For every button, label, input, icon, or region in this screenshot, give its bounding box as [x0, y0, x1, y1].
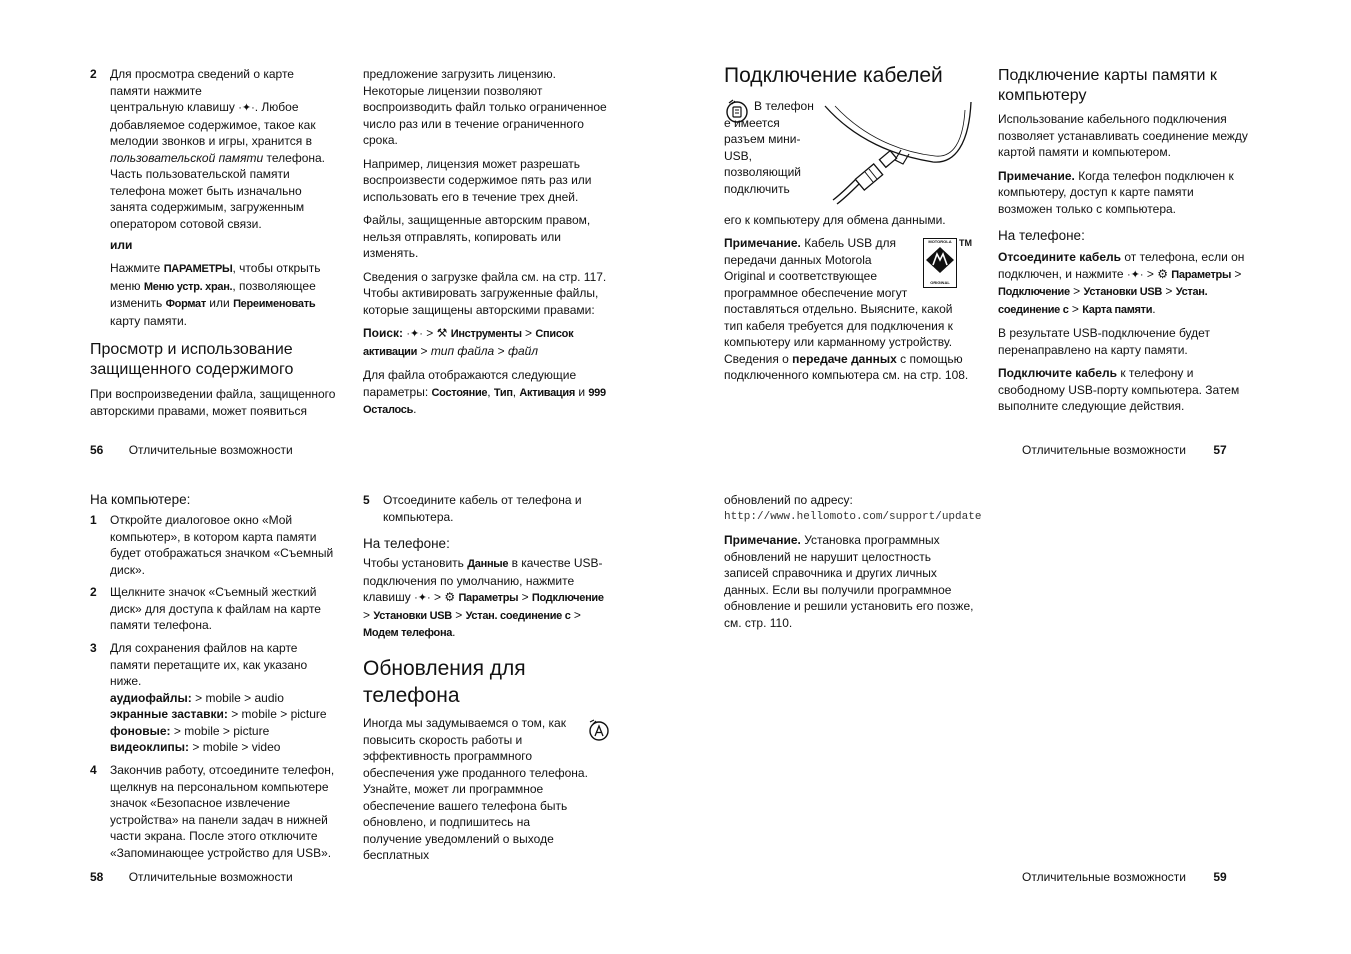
path-separator: > [525, 326, 533, 340]
nav-key-icon: ·✦· [414, 592, 431, 604]
nav-key-icon: ·✦· [238, 102, 255, 114]
params-intro: Для файла отображаются следующие параметры: [363, 368, 577, 399]
motorola-original-logo [923, 238, 957, 288]
update-note [724, 532, 974, 631]
alt-text-1: Нажмите [110, 261, 161, 275]
and-word: и [578, 384, 586, 399]
step-2-text [110, 66, 340, 232]
screensaver-value: > mobile > picture [231, 707, 327, 721]
page-number: 59 [1213, 870, 1227, 884]
footer-title: Отличительные возможности [1022, 870, 1186, 884]
footer-page-59 [1022, 870, 1227, 884]
step-1-text: Откройте диалоговое окно «Мой компьютер», в котором карта памяти будет отображаться значком «Съемный диск». [110, 513, 334, 577]
video-label: видеоклипы: [110, 740, 190, 754]
file-italic: файл [507, 343, 539, 358]
step-3-text [110, 640, 338, 756]
wallpaper-label: фоновые: [110, 723, 171, 738]
network-feature-icon [587, 718, 611, 742]
disconnect-instructions: Отсоедините кабель от телефона, если он подключен, и нажмите ·✦· > ⚙ Параметры > Подключение > Установки USB > Устан. соединение с > Карта памяти. [998, 250, 1245, 316]
usb-settings-menu: Установки USB [1083, 286, 1163, 298]
path-separator: > [420, 343, 428, 358]
step-2-text: Щелкните значок «Съемный жесткий диск» для доступа к файлам на карте памяти телефона. [110, 585, 321, 632]
license-para: предложение загрузить лицензию. Некоторые лицензии позволяют воспроизводить файл только ограниченное число раз или в течение ограниченного срока. [363, 67, 607, 147]
connect-text: к телефону и свободному USB-порту компьютера. Затем выполните следующие действия. [998, 366, 1240, 413]
logo-top-text: MOTOROLA [928, 239, 952, 244]
section-heading-card-connect: Подключение карты памяти к компьютеру [998, 67, 1217, 104]
step-number-3: 3 [90, 641, 97, 655]
path-separator: > [497, 343, 505, 358]
alt-text-4: карту памяти. [110, 313, 188, 328]
footer-title: Отличительные возможности [1022, 443, 1186, 457]
usb-connect-menu: Устан. соединение с [998, 286, 1208, 316]
redirect-para: В результате USB-подключение будет перенаправлено на карту памяти. [998, 326, 1210, 357]
step-5-text: Отсоедините кабель от телефона и компьютера. [383, 493, 582, 524]
trademark: TM [959, 238, 972, 248]
page-number: 56 [90, 443, 104, 457]
settings-icon: ⚙ [444, 590, 456, 604]
cable-connection-para: Использование кабельного подключения позволяет устанавливать соединение между картой памяти и компьютером. [998, 112, 1248, 159]
footer-page-58 [90, 870, 293, 884]
section-heading-updates: Обновления для телефона [363, 657, 526, 707]
activation-path [363, 325, 613, 360]
settings-icon: ⚙ [1157, 266, 1168, 281]
audio-value: > mobile > audio [195, 690, 284, 705]
note-text: Установка программных обновлений не нарушит целостность записей справочника и других личных данных. Если вы получили программное обновление и решили установить его позже, см. стр. 110. [724, 533, 974, 630]
memory-card-option: Карта памяти [1082, 303, 1153, 316]
rename-option: Переименовать [233, 298, 316, 310]
section-heading-protected-content: Просмотр и использование защищенного содержимого [90, 341, 294, 378]
format-option: Формат [165, 298, 206, 310]
file-type-italic: тип файла [430, 343, 495, 358]
card-connect-column [998, 111, 1248, 422]
page-59-column [724, 492, 982, 638]
on-computer-heading: На компьютере: [90, 492, 191, 507]
remaining-param: 999 Осталось [363, 386, 606, 416]
page-number: 57 [1213, 443, 1227, 457]
cable-para-narrow [724, 98, 814, 197]
search-label: Поиск: [363, 326, 404, 340]
or-label: или [110, 238, 133, 252]
step-2-suffix: . Любое добавляемое содержимое, такое как мелодии звонков и игры, хранится в [110, 100, 316, 148]
protected-files-para: Файлы, защищенные авторским правом, нельзя отправлять, копировать или изменять. [363, 213, 591, 260]
default-usb-instructions: Чтобы установить Данные в качестве USB-подключения по умолчанию, нажмите клавишу ·✦· > ⚙ Параметры > Подключение > Установки USB > Устан. соединение с > Модем телефона. [363, 556, 604, 639]
alt-or: или [209, 296, 230, 310]
connect-instructions [998, 365, 1248, 415]
alt-instruction [110, 260, 335, 329]
usb-cable-illustration [815, 100, 975, 206]
footer-page-57 [1022, 443, 1227, 457]
params-list: Для файла отображаются следующие параметры: Состояние, Тип, Активация и 999 Осталось. [363, 368, 606, 416]
footer-title: Отличительные возможности [128, 870, 293, 884]
updates-para [363, 715, 591, 864]
path-separator: > [426, 326, 434, 340]
usb-settings-menu: Установки USB [373, 609, 452, 622]
disconnect-text: от телефона, если он подключен, и нажмите [998, 250, 1245, 281]
step-3-intro: Для сохранения файлов на карте памяти перетащите их, как указано ниже. [110, 641, 308, 688]
connect-label: Подключите кабель [998, 366, 1117, 380]
user-memory-italic: пользовательской памяти [110, 150, 264, 165]
wallpaper-value: > mobile > picture [173, 723, 270, 738]
step-number-1: 1 [90, 513, 97, 527]
screensaver-path [110, 706, 338, 723]
activation-list-menu: Список активации [363, 328, 574, 358]
updates-text: Иногда мы задумываемся о том, как повысить скорость работы и эффективность программного обеспечения уже проданного телефона. Узнайте, может ли программное обеспечение вашего телефона быть обновлено, и подпишитесь на получение уведомлений о выходе бесплатных [363, 716, 588, 862]
disconnect-label: Отсоедините кабель [998, 250, 1121, 264]
nav-key-icon: ·✦· [1126, 268, 1144, 281]
connection-menu: Подключение [531, 592, 604, 604]
type-param: Тип [493, 386, 513, 399]
step-number-4: 4 [90, 763, 97, 777]
audio-path [110, 690, 338, 707]
modem-option: Модем телефона [363, 627, 453, 639]
update-url-link[interactable]: http://www.hellomoto.com/support/update [724, 510, 982, 523]
video-path [110, 739, 338, 756]
step-2-line-b [110, 99, 340, 232]
on-phone-heading: На телефоне: [998, 228, 1085, 243]
step-2-tail: телефона. Часть пользовательской памяти телефона может быть изначально занята содержимым, загруженным оператором сотовой связи. [110, 150, 326, 231]
logo-bottom-text: ORIGINAL [930, 280, 950, 285]
screensaver-label: экранные заставки: [110, 707, 228, 721]
params-softkey-label: ПАРАМЕТРЫ [163, 263, 233, 275]
updates-address-text: обновлений по адресу: [724, 493, 853, 507]
data-transfer-bold: передаче данных [792, 351, 897, 366]
download-info-para: Сведения о загрузке файла см. на стр. 117. Чтобы активировать загруженные файлы, которые защищены авторскими правами: [363, 269, 607, 317]
footer-page-56 [90, 443, 293, 457]
note-label: Примечание. [998, 168, 1075, 183]
card-note [998, 168, 1248, 218]
step-number-5: 5 [363, 493, 370, 507]
tools-icon: ⚒ [436, 326, 448, 340]
example-para: Например, лицензия может разрешать воспроизвести содержимое пять раз или использовать его в течение трех дней. [363, 156, 592, 204]
section-heading-cable: Подключение кабелей [724, 64, 943, 87]
nav-key-icon: ·✦· [406, 328, 423, 340]
activation-param: Активация [519, 386, 575, 399]
usb-connect-menu: Устан. соединение с [465, 609, 571, 622]
note-label: Примечание. [724, 533, 801, 547]
storage-menu-label: Меню устр. хран. [143, 280, 233, 293]
step-2-prefix: центральную клавишу [110, 100, 235, 114]
note-text: Когда телефон подключен к компьютеру, доступ к карте памяти возможен только с компьютера. [998, 168, 1234, 216]
step-4-text: Закончив работу, отсоедините телефон, щелкнув на персональном компьютере значок «Безопасное извлечение устройства» на панели задач в нижней части экрана. После этого отключите «Запоминающее устройство для USB». [110, 763, 335, 860]
note-label: Примечание. [724, 236, 801, 250]
connection-menu: Подключение [998, 286, 1070, 298]
footer-title: Отличительные возможности [128, 443, 293, 457]
on-phone-heading-2: На телефоне: [363, 536, 450, 551]
step-number-2: 2 [90, 585, 97, 599]
tools-menu: Инструменты [450, 328, 522, 340]
params-menu: Параметры [458, 592, 519, 604]
page-number: 58 [90, 870, 104, 884]
audio-label: аудиофайлы: [110, 690, 192, 705]
alt-text-3: , позволяющее изменить [110, 278, 316, 310]
protected-content-para: При воспроизведении файла, защищенного авторскими правами, может появиться [90, 387, 336, 418]
params-menu: Параметры [1171, 268, 1232, 281]
column-2-top [363, 66, 613, 426]
note-text-b: с помощью подключенного компьютера см. на стр. 108. [724, 351, 969, 382]
cable-para-a: В телефон е имеется разъем мини-USB, позволяющий подключить [724, 99, 814, 196]
state-param: Состояние [431, 386, 488, 399]
alt-text-2: , чтобы открыть меню [110, 261, 321, 293]
wallpaper-path [110, 723, 338, 740]
note-text-a: Кабель USB для передачи данных Motorola Original и соответствующее программное обеспечение могут поставляться отдельно. Выясните, какой тип кабеля требуется для подключения к компьютеру или карманному устройству. Сведения о [724, 236, 953, 366]
video-value: > mobile > video [192, 740, 281, 754]
cable-para-b: его к компьютеру для обмена данными. [724, 213, 946, 227]
step-2-line-a: Для просмотра сведений о карте памяти нажмите [110, 67, 294, 98]
batwing-logo-icon [924, 245, 956, 275]
set-text-b: в качестве USB-подключения по умолчанию, нажмите клавишу [363, 556, 603, 604]
step-number-2: 2 [90, 67, 97, 81]
set-text-a: Чтобы установить [363, 556, 464, 570]
period: . [413, 402, 417, 416]
data-option: Данные [467, 558, 509, 570]
